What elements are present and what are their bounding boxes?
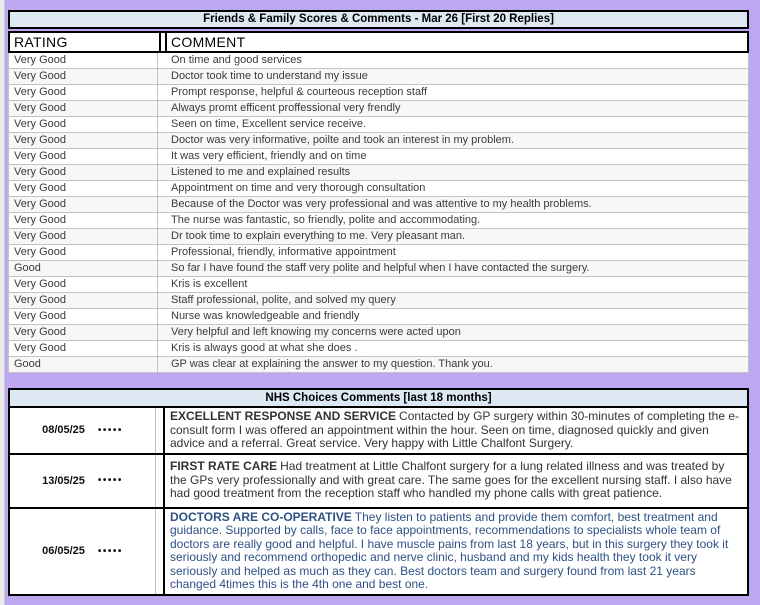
review-date: 13/05/25 [42,474,85,487]
review-date: 06/05/25 [42,545,85,557]
fnf-header-row [8,31,749,53]
column-spacer [158,165,167,180]
rating-cell: Very Good [9,325,158,340]
fnf-table-row [9,277,748,293]
column-spacer [158,85,167,100]
column-spacer [158,229,167,244]
fnf-title-bar [8,10,749,29]
review-text [170,460,743,501]
column-spacer [158,133,167,148]
column-spacer [158,261,167,276]
comment-cell: So far I have found the staff very polite and helpful when I have contacted the surgery. [171,262,590,274]
review-heading: EXCELLENT RESPONSE AND SERVICE [170,409,397,423]
comment-cell: Seen on time, Excellent service receive. [171,118,367,130]
fnf-table-row [9,341,748,357]
rating-cell: Very Good [9,293,158,308]
review-meta-cell [10,509,155,594]
comment-cell: Prompt response, helpful & courteous reception staff [171,86,427,98]
review-comment-cell [165,408,747,453]
rating-cell: Good [9,357,158,372]
review-body: They listen to patients and provide them comfort, best treatment and guidance. Supported by calls, face to face appointments, recommendations to specialists whole team of doctors are really good and helpful. I have muscle pains from last 18 years, but in this surgery they took it seriously and recommend orthopedic and nerve clinic, husband and my kids health they took it very seriously and helped as much as they can. Best doctors team and surgery found from last 21 years changed 4times this is the 4th one and best one. [170,509,729,591]
rating-cell: Very Good [9,197,158,212]
nhs-choices-section [8,388,749,596]
nhs-review-row [10,507,747,594]
column-spacer [158,117,167,132]
column-spacer [155,509,165,594]
fnf-table-row [9,325,748,341]
review-text [170,511,743,592]
fnf-table-row [9,229,748,245]
comment-cell: Nurse was knowledgeable and friendly [171,310,360,322]
column-spacer [155,455,165,507]
rating-cell: Very Good [9,309,158,324]
column-spacer [155,408,165,453]
rating-cell: Very Good [9,213,158,228]
fnf-table-row [9,101,748,117]
column-spacer [158,293,167,308]
fnf-header-comment: COMMENT [171,34,246,50]
comment-cell: Listened to me and explained results [171,166,351,178]
nhs-title: NHS Choices Comments [last 18 months] [265,392,492,404]
rating-cell: Very Good [9,101,158,116]
rating-cell: Very Good [9,149,158,164]
review-comment-cell [165,509,747,594]
comment-cell: Kris is always good at what she does . [171,342,358,354]
fnf-table-row [9,293,748,309]
review-heading: FIRST RATE CARE [170,459,278,474]
fnf-table-row [9,181,748,197]
comment-cell: Kris is excellent [171,278,248,290]
rating-cell: Very Good [9,69,158,84]
fnf-table-row [9,165,748,181]
five-star-rating: ••••• [97,475,123,486]
comment-cell: Appointment on time and very thorough consultation [171,182,426,194]
fnf-table-row [9,133,748,149]
fnf-header-spacer [159,33,167,51]
rating-cell: Very Good [9,245,158,260]
column-spacer [158,309,167,324]
comment-cell: On time and good services [171,54,302,66]
column-spacer [158,197,167,212]
rating-cell: Very Good [9,53,158,68]
column-spacer [158,245,167,260]
comment-cell: Because of the Doctor was very professional and was attentive to my health problems. [171,198,592,210]
review-comment-cell [165,455,747,507]
review-body: Had treatment at Little Chalfont surgery for a lung related illness and was treated by the GPs very professionally and with great care. The same goes for the excellent nursing staff. I also have had good treatment from the reception staff who handled my phone calls with great patience. [170,459,732,501]
review-body: Contacted by GP surgery within 30-minutes of completing the e-consult form I was offered an appointment within the hour. Seen on time, diagnosed quickly and given advice and a referral. Great service. Very happy with Little Chalfont Surgery. [170,409,739,450]
review-text [170,410,743,451]
comment-cell: The nurse was fantastic, so friendly, polite and accommodating. [171,214,481,226]
fnf-rows-container [8,53,749,373]
rating-cell: Very Good [9,133,158,148]
nhs-review-row [10,453,747,507]
review-meta-cell [10,408,155,453]
rating-cell: Very Good [9,277,158,292]
five-star-rating: ••••• [97,424,123,436]
review-date: 08/05/25 [42,424,85,437]
review-heading: DOCTORS ARE CO-OPERATIVE [170,509,352,524]
comment-cell: Dr took time to explain everything to me. Very pleasant man. [171,230,466,242]
rating-cell: Very Good [9,181,158,196]
fnf-table-row [9,69,748,85]
comment-cell: It was very efficient, friendly and on time [171,150,367,162]
review-meta-cell [10,455,155,507]
rating-cell: Very Good [9,341,158,356]
friends-family-section [8,10,749,373]
comment-cell: Always promt efficent proffessional very frendly [171,102,401,114]
rating-cell: Very Good [9,229,158,244]
column-spacer [158,149,167,164]
rating-cell: Very Good [9,117,158,132]
comment-cell: Staff professional, polite, and solved my query [171,294,396,306]
column-spacer [158,325,167,340]
column-spacer [158,181,167,196]
fnf-table-row [9,117,748,133]
column-spacer [158,53,167,68]
comment-cell: Professional, friendly, informative appointment [171,246,396,258]
rating-cell: Very Good [9,85,158,100]
page-left-edge [0,0,5,605]
comment-cell: GP was clear at explaining the answer to my question. Thank you. [171,358,493,370]
fnf-table-row [9,309,748,325]
fnf-table-row [9,53,748,69]
column-spacer [158,101,167,116]
column-spacer [158,357,167,372]
column-spacer [158,213,167,228]
comment-cell: Doctor took time to understand my issue [171,70,368,82]
fnf-table-row [9,245,748,261]
rating-cell: Very Good [9,165,158,180]
column-spacer [158,341,167,356]
fnf-table-row [9,261,748,277]
rating-cell: Good [9,261,158,276]
comment-cell: Doctor was very informative, poilte and took an interest in my problem. [171,134,514,146]
nhs-title-bar [10,390,747,408]
fnf-title: Friends & Family Scores & Comments - Mar 26 [First 20 Replies] [203,13,554,25]
fnf-table-row [9,357,748,373]
fnf-table-row [9,197,748,213]
five-star-rating: ••••• [97,545,123,557]
column-spacer [158,69,167,84]
fnf-table-row [9,85,748,101]
fnf-table-row [9,213,748,229]
fnf-table-row [9,149,748,165]
nhs-rows-container [10,408,747,594]
nhs-review-row [10,408,747,453]
comment-cell: Very helpful and left knowing my concerns were acted upon [171,326,461,338]
fnf-header-rating: RATING [14,34,68,50]
column-spacer [158,277,167,292]
